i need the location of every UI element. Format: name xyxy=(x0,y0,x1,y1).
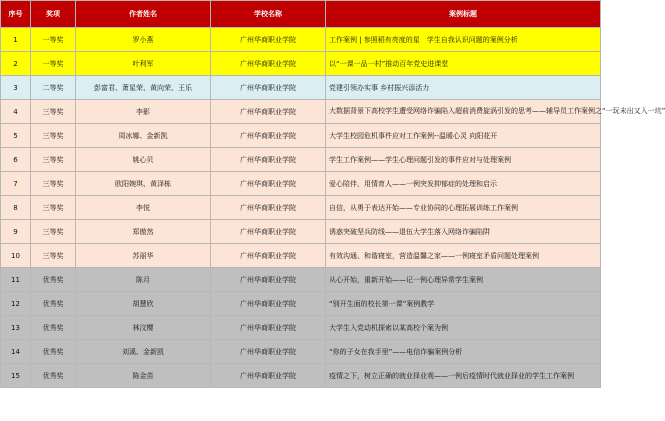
table-row xyxy=(1,148,601,172)
cell-index: 5 xyxy=(1,124,31,148)
header-school: 学校名称 xyxy=(211,1,326,28)
cell-award: 二等奖 xyxy=(31,76,76,100)
cell-author: 林汶樱 xyxy=(76,316,211,340)
cell-award: 优秀奖 xyxy=(31,364,76,388)
cell-school: 广州华商职业学院 xyxy=(211,172,326,196)
cell-award: 三等奖 xyxy=(31,220,76,244)
cell-index: 6 xyxy=(1,148,31,172)
cell-title: “你的子女在我手里”——电信诈骗案例分析 xyxy=(326,340,601,364)
cell-author: 陈月 xyxy=(76,268,211,292)
cell-school: 广州华商职业学院 xyxy=(211,148,326,172)
cell-title: 大数据背景下高校学生遭受网络诈骗陷入超前消费旋涡引发的思考——辅导员工作案例之“一玩未出又入一坑” xyxy=(326,100,601,124)
cell-author: 刘溪、金新凯 xyxy=(76,340,211,364)
cell-index: 8 xyxy=(1,196,31,220)
cell-award: 三等奖 xyxy=(31,148,76,172)
table-row xyxy=(1,316,601,340)
header-author: 作者姓名 xyxy=(76,1,211,28)
table-row xyxy=(1,196,601,220)
header-row xyxy=(1,1,601,28)
cell-index: 4 xyxy=(1,100,31,124)
cell-award: 三等奖 xyxy=(31,124,76,148)
table-row xyxy=(1,220,601,244)
cell-title: 工作案例 | 参照稻有亮度的星 学生自我认识问题的案例分析 xyxy=(326,28,601,52)
cell-index: 1 xyxy=(1,28,31,52)
cell-school: 广州华商职业学院 xyxy=(211,364,326,388)
cell-school: 广州华商职业学院 xyxy=(211,100,326,124)
cell-index: 12 xyxy=(1,292,31,316)
cell-award: 三等奖 xyxy=(31,244,76,268)
cell-school: 广州华商职业学院 xyxy=(211,76,326,100)
cell-author: 欧阳婉琪、黄泽栋 xyxy=(76,172,211,196)
cell-award: 三等奖 xyxy=(31,100,76,124)
cell-title: 爱心陪伴，用情育人——一例突发抑郁症的处理和启示 xyxy=(326,172,601,196)
cell-title: 疫情之下，树立正确的就业择业观——一例后疫情时代就业择业的学生工作案例 xyxy=(326,364,601,388)
cell-award: 优秀奖 xyxy=(31,292,76,316)
cell-author: 叶利军 xyxy=(76,52,211,76)
table-row xyxy=(1,244,601,268)
table-row xyxy=(1,76,601,100)
table-row xyxy=(1,52,601,76)
cell-award: 优秀奖 xyxy=(31,340,76,364)
cell-award: 三等奖 xyxy=(31,172,76,196)
table-row xyxy=(1,100,601,124)
cell-title: 学生工作案例——学生心理问题引发的事件应对与处理案例 xyxy=(326,148,601,172)
cell-school: 广州华商职业学院 xyxy=(211,196,326,220)
cell-index: 9 xyxy=(1,220,31,244)
cell-index: 15 xyxy=(1,364,31,388)
table-row xyxy=(1,292,601,316)
cell-author: 姚心贝 xyxy=(76,148,211,172)
cell-school: 广州华商职业学院 xyxy=(211,268,326,292)
table-row xyxy=(1,28,601,52)
cell-index: 7 xyxy=(1,172,31,196)
cell-author: 郑傲然 xyxy=(76,220,211,244)
cell-award: 一等奖 xyxy=(31,28,76,52)
cell-school: 广州华商职业学院 xyxy=(211,316,326,340)
cell-index: 2 xyxy=(1,52,31,76)
cell-index: 11 xyxy=(1,268,31,292)
cell-title: 自信，从勇于表达开始——专业协同的心理拓展训练工作案例 xyxy=(326,196,601,220)
cell-author: 陈金苗 xyxy=(76,364,211,388)
cell-school: 广州华商职业学院 xyxy=(211,244,326,268)
cell-author: 彭富君、萧星荣、黄向荣、王乐 xyxy=(76,76,211,100)
cell-author: 胡慧欣 xyxy=(76,292,211,316)
cell-index: 14 xyxy=(1,340,31,364)
cell-author: 周冰娜、金新凯 xyxy=(76,124,211,148)
cell-title: 以“一课一品一村”推动百年党史进课堂 xyxy=(326,52,601,76)
cell-school: 广州华商职业学院 xyxy=(211,220,326,244)
cell-award: 优秀奖 xyxy=(31,268,76,292)
cell-school: 广州华商职业学院 xyxy=(211,292,326,316)
cell-title: “别开生面的校长第一课”案例教学 xyxy=(326,292,601,316)
table-row xyxy=(1,340,601,364)
cell-award: 优秀奖 xyxy=(31,316,76,340)
cell-school: 广州华商职业学院 xyxy=(211,28,326,52)
cell-school: 广州华商职业学院 xyxy=(211,340,326,364)
cell-title: 党建引领办实事 乡村振兴添活力 xyxy=(326,76,601,100)
cell-title: 从心开始，重新开始——记一例心理异常学生案例 xyxy=(326,268,601,292)
cell-title: 有效沟通、和谐寝室，营造温馨之家——一例寝室矛盾问题处理案例 xyxy=(326,244,601,268)
table-row xyxy=(1,364,601,388)
header-index: 序号 xyxy=(1,1,31,28)
cell-title: 大学生校园危机事件应对工作案例--温暖心灵 向阳花开 xyxy=(326,124,601,148)
cell-index: 3 xyxy=(1,76,31,100)
cell-index: 13 xyxy=(1,316,31,340)
cell-award: 三等奖 xyxy=(31,196,76,220)
cell-index: 10 xyxy=(1,244,31,268)
table-row xyxy=(1,124,601,148)
cell-author: 李影 xyxy=(76,100,211,124)
cell-school: 广州华商职业学院 xyxy=(211,124,326,148)
cell-author: 罗小燕 xyxy=(76,28,211,52)
cell-title: 大学生入党动机探索以某高校个案为例 xyxy=(326,316,601,340)
header-award: 奖项 xyxy=(31,1,76,28)
cell-author: 李悦 xyxy=(76,196,211,220)
header-title: 案例标题 xyxy=(326,1,601,28)
cell-title: 诱惑突破坚兵防线——退伍大学生落入网络诈骗陷阱 xyxy=(326,220,601,244)
cell-author: 苏丽华 xyxy=(76,244,211,268)
cell-school: 广州华商职业学院 xyxy=(211,52,326,76)
cell-award: 一等奖 xyxy=(31,52,76,76)
table-row xyxy=(1,268,601,292)
table-row xyxy=(1,172,601,196)
